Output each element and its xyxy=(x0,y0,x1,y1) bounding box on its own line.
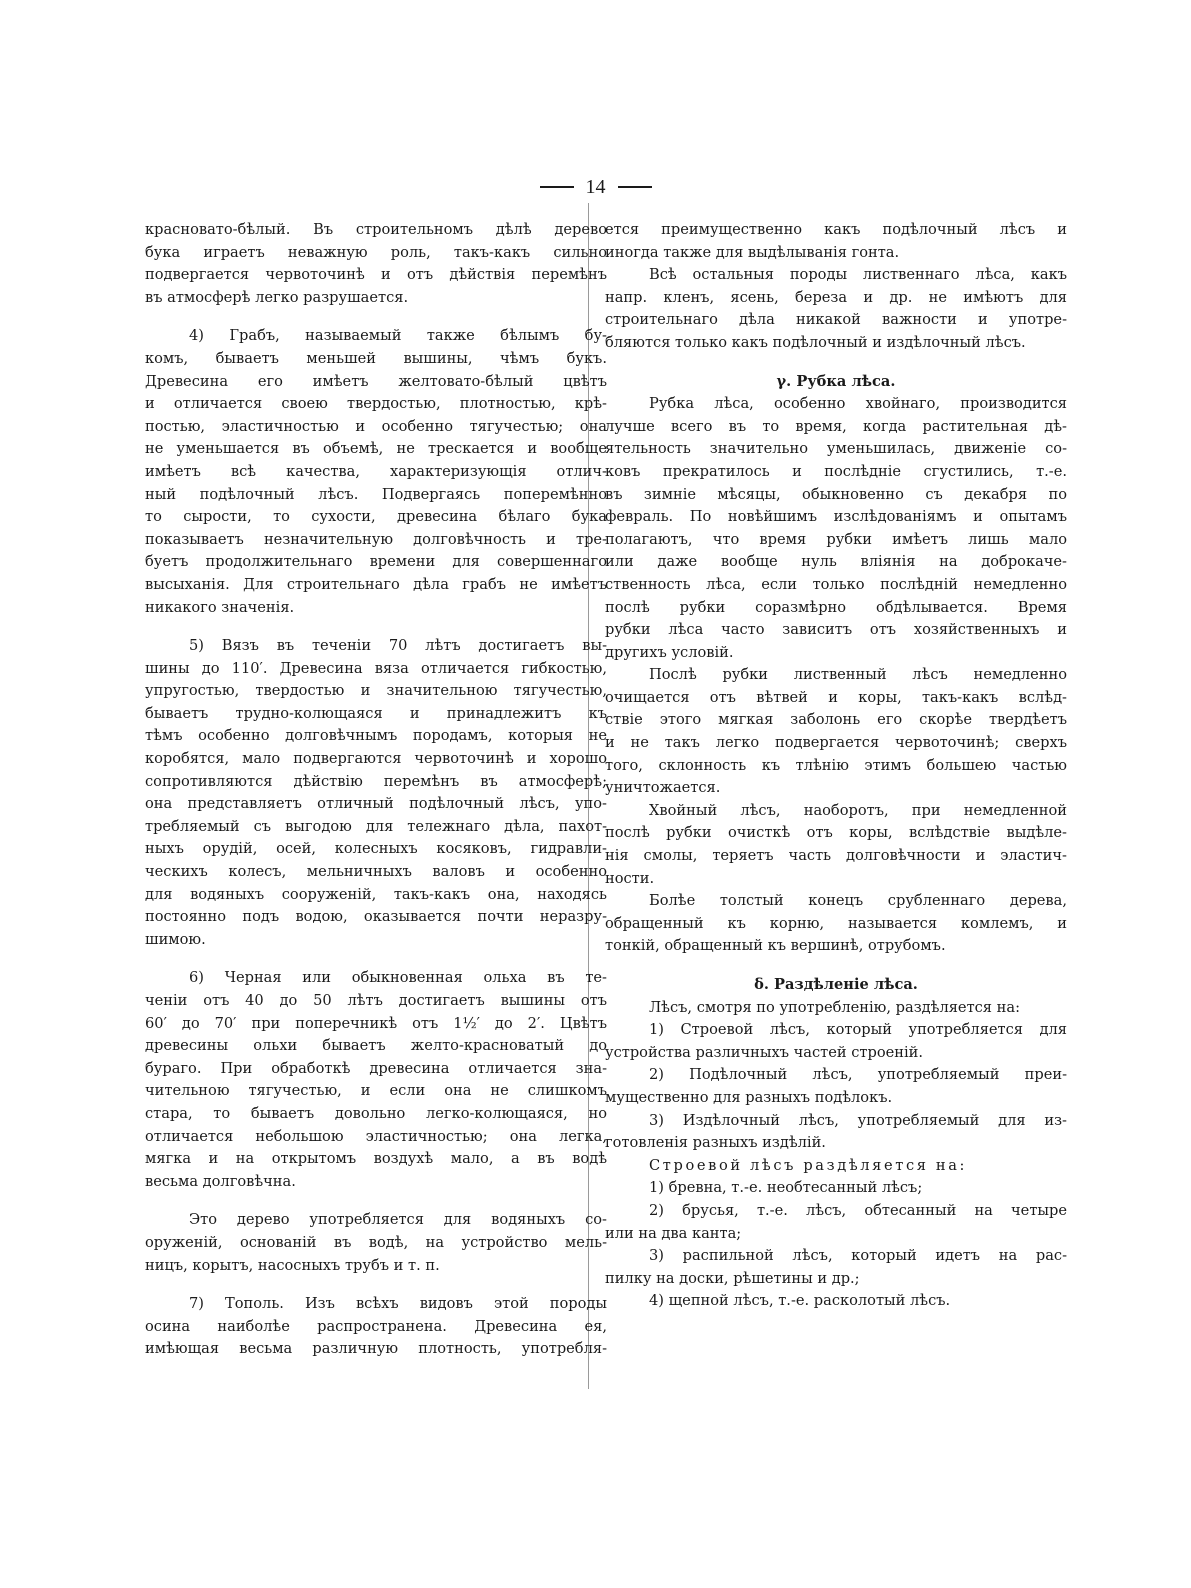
text-line: послѣ рубки очисткѣ отъ коры, вслѣдствіе выдѣле- xyxy=(605,824,1067,842)
text-line: въ зимніе мѣсяцы, обыкновенно съ декабря по xyxy=(605,485,1067,503)
text-line: пилку на доски, рѣшетины и др.; xyxy=(605,1269,860,1287)
right-column xyxy=(605,219,1067,1313)
text-line: древесины ольхи бываетъ желто-красноватый до xyxy=(145,1037,607,1055)
text-line: требляемый съ выгодою для тележнаго дѣла, пахот- xyxy=(145,817,607,835)
text-line: нія смолы, теряетъ часть долговѣчности и эластич- xyxy=(605,847,1067,865)
text-line: мягка и на открытомъ воздухѣ мало, а въ водѣ xyxy=(145,1150,607,1168)
text-line: 5) Вязъ въ теченіи 70 лѣтъ достигаетъ вы- xyxy=(189,637,607,655)
text-line: отличается небольшою эластичностью; она легка, xyxy=(145,1127,607,1145)
text-line: ный подѣлочный лѣсъ. Подвергаясь поперемѣнно xyxy=(145,485,607,503)
text-line: тѣмъ особенно долговѣчнымъ породамъ, которыя не xyxy=(145,727,607,745)
page-header xyxy=(0,172,1191,202)
text-line: ницъ, корытъ, насосныхъ трубъ и т. п. xyxy=(145,1256,440,1274)
text-line: ствіе этого мягкая заболонь его скорѣе твердѣетъ xyxy=(605,711,1067,729)
text-line: показываетъ незначительную долговѣчность и тре- xyxy=(145,530,607,548)
text-line: февраль. По новѣйшимъ изслѣдованіямъ и опытамъ xyxy=(605,508,1067,526)
text-line: красновато-бѣлый. Въ строительномъ дѣлѣ дерево xyxy=(145,221,607,238)
text-line: сопротивляются дѣйствію перемѣнъ въ атмосферѣ; xyxy=(145,772,607,790)
text-line: Рубка лѣса, особенно хвойнаго, производится xyxy=(649,395,1067,413)
text-line: бляются только какъ подѣлочный и издѣлочный лѣсъ. xyxy=(605,333,1026,351)
text-line: весьма долговѣчна. xyxy=(145,1172,296,1190)
paragraph-gap xyxy=(605,355,1067,371)
text-line: послѣ рубки соразмѣрно обдѣлывается. Время xyxy=(605,598,1067,616)
text-line: 3) распильной лѣсъ, который идетъ на рас- xyxy=(649,1247,1067,1265)
text-line: иногда также для выдѣлыванія гонта. xyxy=(605,243,900,261)
text-line: ческихъ колесъ, мельничныхъ валовъ и особенно xyxy=(145,863,607,881)
text-line: ченіи отъ 40 до 50 лѣтъ достигаетъ вышины отъ xyxy=(145,992,607,1009)
text-line: уничтожается. xyxy=(605,779,721,797)
text-line: 60′ до 70′ при поперечникѣ отъ 1½′ до 2′. Цвѣтъ xyxy=(145,1014,607,1032)
paragraph-gap xyxy=(145,1277,607,1293)
text-line: имѣющая весьма различную плотность, употребля- xyxy=(145,1340,607,1358)
text-line: въ атмосферѣ легко разрушается. xyxy=(145,288,409,306)
text-line: ковъ прекратилось и послѣдніе сгустились, т.-е. xyxy=(605,462,1067,480)
text-line: устройства различныхъ частей строеній. xyxy=(605,1043,924,1061)
text-line: осина наиболѣе распространена. Древесина ея, xyxy=(145,1317,607,1335)
text-line: 4) Грабъ, называемый также бѣлымъ бу- xyxy=(189,327,607,345)
text-line: 7) Тополь. Изъ всѣхъ видовъ этой породы xyxy=(189,1295,607,1313)
text-line: напр. кленъ, ясень, береза и др. не имѣютъ для xyxy=(605,288,1067,306)
text-line: Болѣе толстый конецъ срубленнаго дерева, xyxy=(649,892,1067,910)
text-line: Строевой лѣсъ раздѣляется на: xyxy=(649,1156,968,1174)
text-line: имѣетъ всѣ качества, характеризующія отлич- xyxy=(145,462,607,480)
text-line: ятельность значительно уменьшилась, движеніе со- xyxy=(605,440,1067,458)
text-line: для водяныхъ сооруженій, такъ-какъ она, находясь xyxy=(145,885,607,903)
paragraph-gap xyxy=(145,1193,607,1209)
text-line: ныхъ орудій, осей, колесныхъ косяковъ, гидравли- xyxy=(145,840,607,858)
text-line: высыханія. Для строительнаго дѣла грабъ не имѣетъ xyxy=(145,575,607,593)
text-line: полагаютъ, что время рубки имѣетъ лишь мало xyxy=(605,530,1067,548)
text-line: никакого значенія. xyxy=(145,598,295,616)
text-line: 2) брусья, т.-е. лѣсъ, обтесанный на четыре xyxy=(649,1201,1067,1219)
text-line: бураго. При обработкѣ древесина отличается зна- xyxy=(145,1059,607,1077)
section-heading: δ. Раздѣленіе лѣса. xyxy=(754,976,918,993)
text-line: 3) Издѣлочный лѣсъ, употребляемый для из- xyxy=(649,1111,1067,1129)
text-line: шины до 110′. Древесина вяза отличается гибкостью, xyxy=(145,659,607,677)
paragraph-gap xyxy=(145,951,607,967)
text-line: комъ, бываетъ меньшей вышины, чѣмъ букъ. xyxy=(145,349,607,367)
paragraph-gap xyxy=(145,309,607,325)
text-line: чительною тягучестью, и если она не слишкомъ xyxy=(145,1082,607,1100)
text-line: коробятся, мало подвергаются червоточинѣ и хорошо xyxy=(145,750,607,768)
text-line: очищается отъ вѣтвей и коры, такъ-какъ вслѣд- xyxy=(605,688,1067,706)
text-line: и отличается своею твердостью, плотностью, крѣ- xyxy=(145,395,607,413)
section-heading: γ. Рубка лѣса. xyxy=(776,372,896,390)
header-rule-left xyxy=(540,186,574,188)
text-line: другихъ условій. xyxy=(605,643,734,661)
text-line: готовленія разныхъ издѣлій. xyxy=(605,1134,826,1152)
text-line: подвергается червоточинѣ и отъ дѣйствія перемѣнъ xyxy=(145,266,607,284)
text-line: буетъ продолжительнаго времени для совершеннаго xyxy=(145,553,607,571)
text-line: Послѣ рубки лиственный лѣсъ немедленно xyxy=(649,666,1067,684)
text-line: Хвойный лѣсъ, наоборотъ, при немедленной xyxy=(649,801,1067,819)
text-line: постью, эластичностью и особенно тягучестью; она xyxy=(145,417,607,435)
text-line: 4) щепной лѣсъ, т.-е. расколотый лѣсъ. xyxy=(649,1292,951,1310)
text-line: оруженій, основаній въ водѣ, на устройство мель- xyxy=(145,1233,607,1251)
text-line: обращенный къ корню, называется комлемъ, и xyxy=(605,914,1067,932)
text-line: бываетъ трудно-колющаяся и принадлежитъ къ xyxy=(145,704,607,722)
text-line: Лѣсъ, смотря по употребленію, раздѣляется на: xyxy=(649,998,1021,1016)
text-line: мущественно для разныхъ подѣлокъ. xyxy=(605,1088,893,1106)
text-line: ется преимущественно какъ подѣлочный лѣсъ и xyxy=(605,221,1067,238)
text-line: или даже вообще нуль вліянія на доброкаче- xyxy=(605,553,1067,571)
text-line: или на два канта; xyxy=(605,1224,742,1242)
text-line: упругостью, твердостью и значительною тягучестью, xyxy=(145,682,607,700)
text-line: лучше всего въ то время, когда растительная дѣ- xyxy=(605,417,1067,435)
text-line: рубки лѣса часто зависитъ отъ хозяйственныхъ и xyxy=(605,621,1067,639)
text-line: 2) Подѣлочный лѣсъ, употребляемый преи- xyxy=(649,1066,1067,1084)
text-line: 6) Черная или обыкновенная ольха въ те- xyxy=(189,969,607,987)
text-line: не уменьшается въ объемѣ, не трескается и вообще xyxy=(145,440,607,458)
text-line: ности. xyxy=(605,869,655,887)
text-line: Всѣ остальныя породы лиственнаго лѣса, какъ xyxy=(649,266,1067,284)
page-number: 14 xyxy=(585,176,606,198)
text-line: 1) Строевой лѣсъ, который употребляется для xyxy=(649,1021,1067,1039)
text-line: постоянно подъ водою, оказывается почти неразру- xyxy=(145,908,607,926)
text-line: Древесина его имѣетъ желтовато-бѣлый цвѣтъ xyxy=(145,372,607,390)
text-line: бука играетъ неважную роль, такъ-какъ сильно xyxy=(145,243,607,261)
header-rule-right xyxy=(618,186,652,188)
paragraph-gap xyxy=(605,958,1067,974)
text-line: Это дерево употребляется для водяныхъ со- xyxy=(189,1211,607,1229)
text-line: она представляетъ отличный подѣлочный лѣсъ, упо- xyxy=(145,795,607,813)
text-line: 1) бревна, т.-е. необтесанный лѣсъ; xyxy=(649,1179,923,1197)
text-line: ственность лѣса, если только послѣдній немедленно xyxy=(605,575,1067,593)
text-line: строительнаго дѣла никакой важности и употре- xyxy=(605,311,1067,329)
text-line: шимою. xyxy=(145,930,206,948)
text-line: то сырости, то сухости, древесина бѣлаго бука xyxy=(145,508,607,526)
paragraph-gap xyxy=(145,619,607,635)
text-line: тонкій, обращенный къ вершинѣ, отрубомъ. xyxy=(605,937,946,955)
text-line: стара, то бываетъ довольно легко-колющаяся, но xyxy=(145,1104,607,1122)
text-line: и не такъ легко подвергается червоточинѣ; сверхъ xyxy=(605,734,1067,752)
text-line: того, склонность къ тлѣнію этимъ большею частью xyxy=(605,756,1067,774)
left-column xyxy=(145,219,607,1361)
